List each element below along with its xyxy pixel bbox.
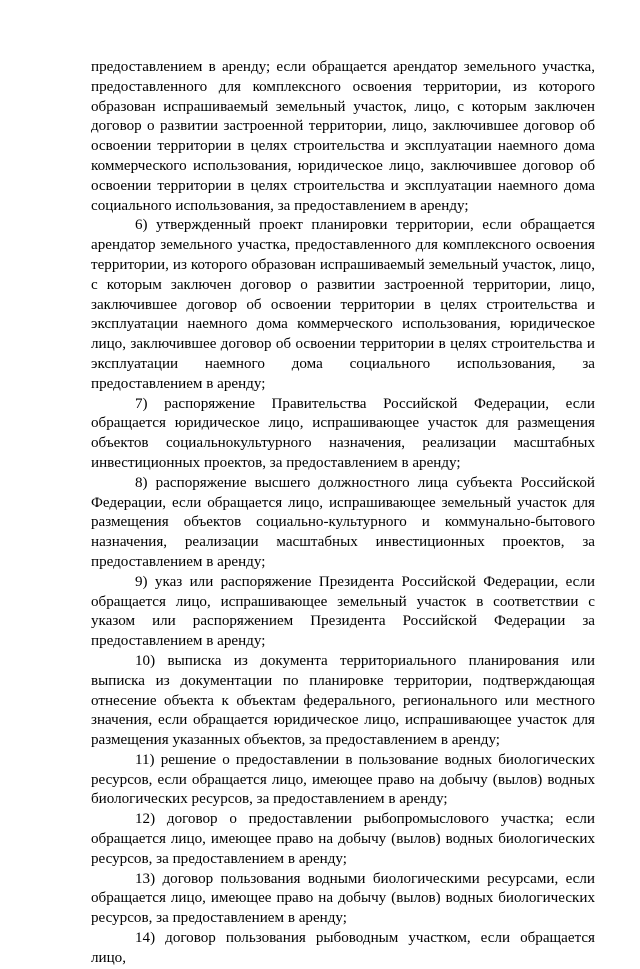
paragraph-item-6: 6) утвержденный проект планировки территории, если обращается арендатор земельного участка, предоставленного для комплексного освоения территории, из которого образован испрашиваемый земельный участок, лицо, с которым заключен договор о развитии застроенной территории, лицо, заключившее договор об освоении территории в целях строительства и эксплуатации наемного дома коммерческого использования, юридическое лицо, заключившее договор об освоении территории в целях строительства и эксплуатации наемного дома социального использования, за предоставлением в аренду; xyxy=(91,217,595,392)
paragraph-continuation: предоставлением в аренду; если обращается арендатор земельного участка, предоставленного для комплексного освоения территории, из которого образован испрашиваемый земельный участок, лицо, с которым заключен договор о развитии застроенной территории, лицо, заключившее договор об освоении территории в целях строительства и эксплуатации наемного дома коммерческого использования, юридическое лицо, заключившее договор об освоении территории в целях строительства и эксплуатации наемного дома социального использования, за предоставлением в аренду; xyxy=(91,59,595,214)
paragraph-item-14: 14) договор пользования рыбоводным участком, если обращается лицо, xyxy=(91,930,595,966)
paragraph-item-13: 13) договор пользования водными биологическими ресурсами, если обращается лицо, имеющее право на добычу (вылов) водных биологических ресурсов, за предоставлением в аренду; xyxy=(91,870,595,927)
document-body xyxy=(91,58,595,969)
paragraph-item-8: 8) распоряжение высшего должностного лица субъекта Российской Федерации, если обращается лицо, испрашивающее земельный участок для размещения объектов социально-культурного и коммунально-бытового назначения, реализации масштабных инвестиционных проектов, за предоставлением в аренду; xyxy=(91,474,595,570)
paragraph-item-9: 9) указ или распоряжение Президента Российской Федерации, если обращается лицо, испрашивающее земельный участок в соответствии с указом или распоряжением Президента Российской Федерации за предоставлением в аренду; xyxy=(91,573,595,650)
paragraph-item-10: 10) выписка из документа территориального планирования или выписка из документации по планировке территории, подтверждающая отнесение объекта к объектам федерального, регионального или местного значения, если обращается юридическое лицо, испрашивающее участок для размещения указанных объектов, за предоставлением в аренду; xyxy=(91,652,595,749)
paragraph-item-12: 12) договор о предоставлении рыбопромыслового участка; если обращается лицо, имеющее право на добычу (вылов) водных биологических ресурсов, за предоставлением в аренду; xyxy=(91,811,595,867)
paragraph-item-7: 7) распоряжение Правительства Российской Федерации, если обращается юридическое лицо, испрашивающее участок для размещения объектов социальнокультурного назначения, реализации масштабных инвестиционных проектов, за предоставлением в аренду; xyxy=(91,395,595,471)
paragraph-item-11: 11) решение о предоставлении в пользование водных биологических ресурсов, если обращается лицо, имеющее право на добычу (вылов) водных биологических ресурсов, за предоставлением в аренду; xyxy=(91,751,595,808)
